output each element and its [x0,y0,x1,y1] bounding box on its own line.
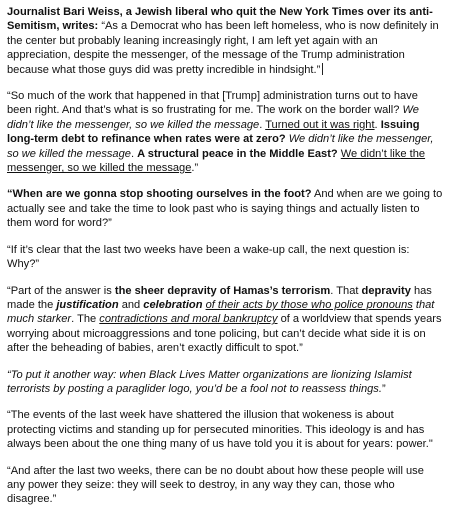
italic-underline-run: of their acts by those who police pronouns [205,298,413,311]
bold-run: depravity [361,284,411,297]
text-run: . That [330,284,362,297]
underline-run: We didn’t like the messenger, so we killed the message [7,147,426,175]
underline-run: Turned out it was right [265,118,375,131]
text-run: ” [381,382,386,395]
bold-run: the sheer depravity of Hamas’s terrorism [114,284,331,297]
text-run: And when are we going to actually see and take the time to look past who is saying things and actually listen to them word for word?” [7,188,443,230]
paragraph-3 [7,187,444,230]
paragraph-4 [7,243,444,272]
paragraph-8 [7,464,444,507]
italic-underline-run: contradictions and moral bankruptcy [99,313,278,326]
paragraph-2 [7,89,444,175]
paragraph-7 [7,408,444,451]
text-cursor [322,63,323,75]
text-run: . [130,147,138,160]
text-run: “If it’s clear that the last two weeks have been a wake-up call, the next question is: Why?” [7,243,410,271]
text-run: has made the [7,284,432,311]
bold-italic-run: justification [56,298,119,311]
bold-run: Issuing long-term debt to refinance when rates were at zero? [7,118,420,146]
bold-run: “When are we gonna stop shooting ourselves in the foot? [7,188,312,201]
italic-run: We didn’t like the messenger, so we killed the message [7,133,434,160]
text-run: . [374,118,381,131]
text-run: “The events of the last week have shattered the illusion that wokeness is about protecting victims and standing up for persecuted minorities. This ideology is and has always been about the one thing many of us have told you it is about for years: power." [7,409,433,451]
text-run: .” [191,162,199,175]
text-run: and [118,298,144,311]
text-run: “Part of the answer is [7,284,115,297]
text-run: . The [71,313,100,326]
paragraph-6 [7,368,444,397]
bold-italic-run: celebration [143,298,203,311]
paragraph-5 [7,284,444,356]
italic-run: We didn’t like the messenger, so we killed the message [7,104,419,131]
text-run: “And after the last two weeks, there can be no doubt about how these people will use any power they seize: they will seek to destroy, in any way they can, those who disagree.” [7,464,424,506]
bold-run: A structural peace in the Middle East? [137,147,338,160]
text-run: . [259,118,266,131]
text-run: of a worldview that spends years worrying about microaggressions and tone policing, but can’t decide what side it is on after the beheading of babies, aren’t exactly difficult to spot.” [7,313,442,355]
italic-run: “To put it another way: when Black Lives Matter organizations are lionizing Islamist terrorists by posting a paraglider logo, you’d be a fool not to reassess things. [7,368,412,395]
intro-attribution: Journalist Bari Weiss, a Jewish liberal who quit the New York Times over its anti-Semitism, writes: [7,6,433,33]
paragraph-1 [7,5,444,77]
text-run: “So much of the work that happened in that [Trump] administration turns out to have been right. And that’s what is so frustrating for me. The work on the border wall? [7,90,418,117]
quote-text: “As a Democrat who has been left homeless, who is now definitely in the center but probably leaning increasingly right, I am left yet again with an appreciation, despite the messenger, of the message of the Trump administration because what those guys did was pretty incredible in hindsight.” [7,20,439,76]
italic-run: that much starker [7,298,435,326]
